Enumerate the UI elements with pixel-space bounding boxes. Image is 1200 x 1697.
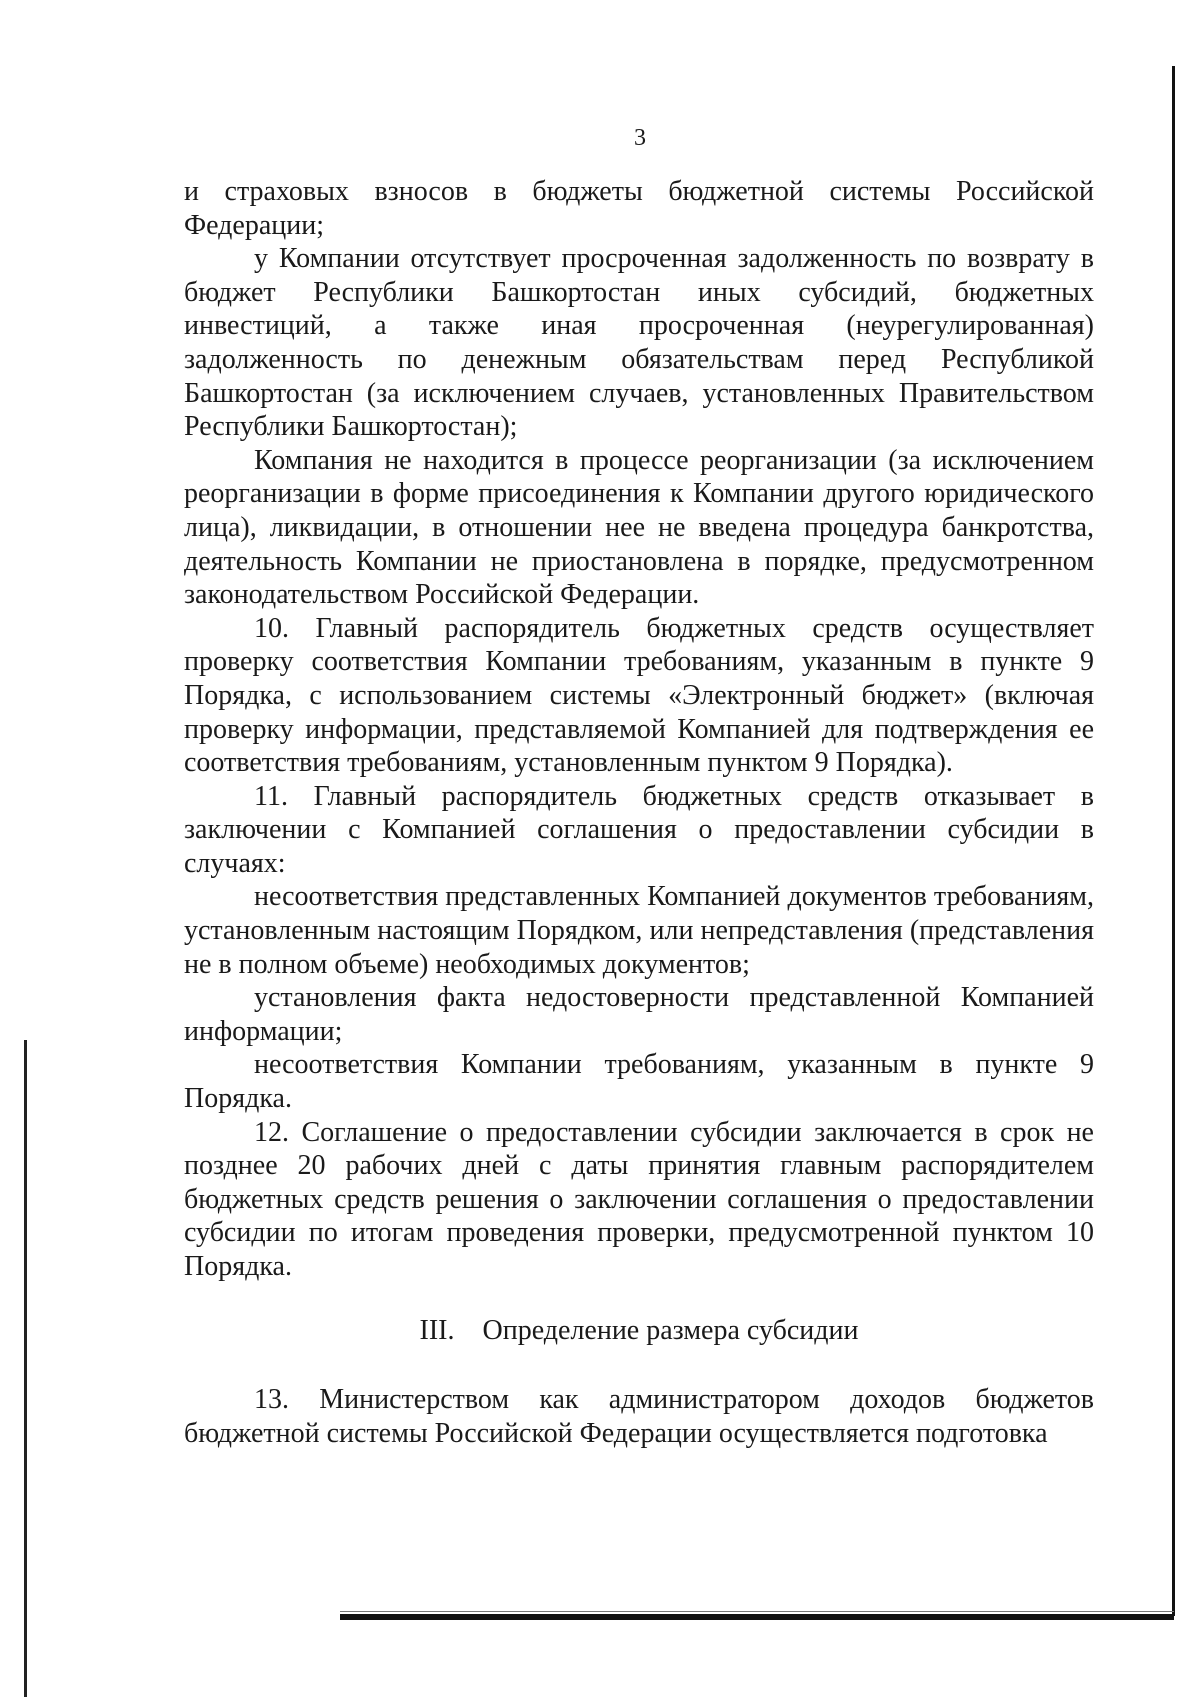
- section-number: III.: [419, 1314, 455, 1346]
- paragraph: несоответствия Компании требованиям, указанным в пункте 9 Порядка.: [184, 1049, 1094, 1115]
- section-title: Определение размера субсидии: [482, 1314, 859, 1346]
- page-number: 3: [634, 125, 646, 151]
- paragraph: 12. Соглашение о предоставлении субсидии заключается в срок не позднее 20 рабочих дней с даты принятия главным распорядителем бюджетных средств решения о заключении соглашения о предоставлении субсидии по итогам проведения проверки, предусмотренной пунктом 10 Порядка.: [184, 1116, 1094, 1282]
- scan-edge-line-bottom-thin: [340, 1611, 1174, 1612]
- scan-edge-line-bottom: [340, 1614, 1174, 1620]
- paragraph: у Компании отсутствует просроченная задолженность по возврату в бюджет Республики Башкортостан иных субсидий, бюджетных инвестиций, а также иная просроченная (неурегулированная) задолженность по денежным обязательствам перед Республикой Башкортостан (за исключением случаев, установленных Правительством Республики Башкортостан);: [184, 243, 1094, 443]
- scan-edge-line-right: [1172, 66, 1175, 1616]
- paragraph: 11. Главный распорядитель бюджетных средств отказывает в заключении с Компанией соглашения о предоставлении субсидии в случаях:: [184, 780, 1094, 879]
- document-body: [184, 175, 1094, 1450]
- section-heading: [184, 1314, 1094, 1348]
- paragraph: Компания не находится в процессе реорганизации (за исключением реорганизации в форме присоединения к Компании другого юридического лица), ликвидации, в отношении нее не введена процедура банкротства, деятельность Компании не приостановлена в порядке, предусмотренном законодательством Российской Федерации.: [184, 444, 1094, 611]
- paragraph: и страховых взносов в бюджеты бюджетной системы Российской Федерации;: [184, 176, 1094, 241]
- paragraph: 13. Министерством как администратором доходов бюджетов бюджетной системы Российской Федерации осуществляется подготовка: [184, 1384, 1094, 1449]
- paragraph: 10. Главный распорядитель бюджетных средств осуществляет проверку соответствия Компании требованиям, указанным в пункте 9 Порядка, с использованием системы «Электронный бюджет» (включая проверку информации, представляемой Компанией для подтверждения ее соответствия требованиям, установленным пунктом 9 Порядка).: [184, 612, 1094, 779]
- paragraph: несоответствия представленных Компанией документов требованиям, установленным настоящим Порядком, или непредставления (представления не в полном объеме) необходимых документов;: [184, 881, 1094, 980]
- paragraph: установления факта недостоверности представленной Компанией информации;: [184, 982, 1094, 1047]
- scan-edge-line-left: [24, 1040, 27, 1697]
